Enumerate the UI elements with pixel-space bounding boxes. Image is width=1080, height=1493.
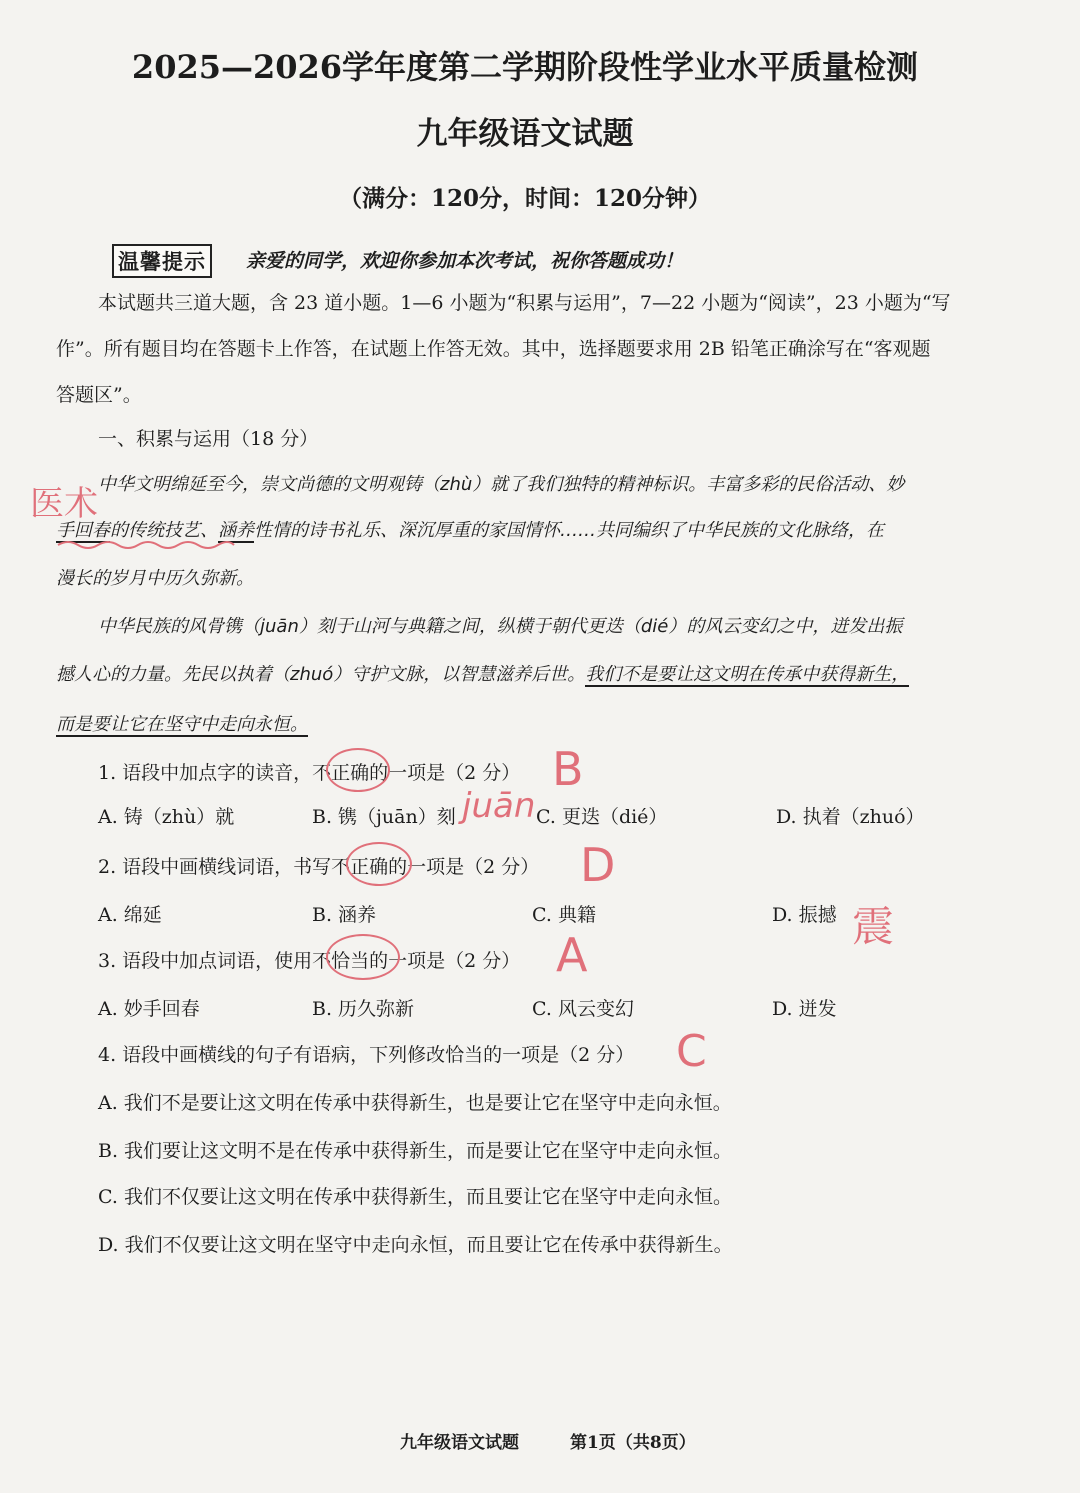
text-segment: 的传统技艺、 (110, 520, 218, 541)
handwritten-note-zhen: 震 (852, 902, 895, 951)
answer-mark-q3: A (556, 928, 588, 982)
question-2-stem: 2. 语段中画横线词语，书写不正确的一项是（2 分） (98, 856, 540, 878)
tip-label: 温馨提示 (112, 244, 212, 278)
q3-option-b: B. 历久弥新 (312, 998, 415, 1020)
exam-title: 2025—2026学年度第二学期阶段性学业水平质量检测 (131, 48, 919, 86)
q3-option-d: D. 迸发 (772, 998, 837, 1020)
q2-option-d: D. 振撼 (772, 904, 837, 926)
q3-option-c: C. 风云变幻 (532, 998, 634, 1020)
wavy-underline (56, 538, 236, 552)
q3-option-a: A. 妙手回春 (98, 998, 200, 1020)
tip-greeting: 亲爱的同学，欢迎你参加本次考试，祝你答题成功！ (246, 250, 684, 272)
passage-p2-line1: 中华民族的风骨镌（juān）刻于山河与典籍之间，纵横于朝代更迭（dié）的风云变幻之中，迸发出振 (98, 616, 903, 637)
section-heading: 一、积累与运用（18 分） (98, 428, 319, 450)
underlined-sentence-end: 而是要让它在坚守中走向永恒。 (56, 714, 308, 735)
answer-mark-q2: D (580, 838, 616, 892)
handwritten-note-yishu: 医术 (30, 484, 98, 524)
q2-option-b: B. 涵养 (312, 904, 377, 926)
text-segment: 性情的诗书礼乐、深沉厚重的家国情怀……共同编织了中华民族的文化脉络，在 (254, 520, 884, 541)
q1-option-b: B. 镌（juān）刻 (312, 806, 456, 828)
intro-line-3: 答题区”。 (56, 384, 142, 406)
intro-line-2: 作”。所有题目均在答题卡上作答，在试题上作答无效。其中，选择题要求用 2B 铅笔正确涂写在“客观题 (56, 338, 931, 360)
text-segment: 撼人心的力量。先民以执着（zhuó）守护文脉，以智慧滋养后世。 (56, 664, 586, 685)
question-4-stem: 4. 语段中画横线的句子有语病，下列修改恰当的一项是（2 分） (98, 1044, 635, 1066)
footer-exam-name: 九年级语文试题 (400, 1433, 519, 1453)
question-3-stem: 3. 语段中加点词语，使用不恰当的一项是（2 分） (98, 950, 521, 972)
underlined-sentence: 我们不是要让这文明在传承中获得新生， (585, 664, 910, 685)
q4-option-b: B. 我们要让这文明不是在传承中获得新生，而是要让它在坚守中走向永恒。 (98, 1140, 733, 1162)
answer-mark-q1: B (552, 742, 584, 796)
q2-option-a: A. 绵延 (98, 904, 162, 926)
intro-line-1: 本试题共三道大题，含 23 道小题。1—6 小题为“积累与运用”，7—22 小题为“阅读”，23 小题为“写 (98, 292, 951, 314)
q2-option-c: C. 典籍 (532, 904, 596, 926)
score-time: （满分：120分，时间：120分钟） (338, 185, 712, 212)
answer-mark-q4: C (676, 1026, 707, 1077)
q4-option-a: A. 我们不是要让这文明在传承中获得新生，也是要让它在坚守中走向永恒。 (98, 1092, 732, 1114)
passage-p1-line1: 中华文明绵延至今，崇文尚德的文明观铸（zhù）就了我们独特的精神标识。丰富多彩的民俗活动、妙 (98, 474, 905, 495)
ink-circle-q1 (326, 748, 390, 792)
underlined-miaoshouhuichun: 手回春 (56, 520, 110, 541)
footer-page-number: 第1页（共8页） (570, 1433, 696, 1453)
q1-option-c: C. 更迭（dié） (536, 806, 668, 828)
exam-subtitle: 九年级语文试题 (416, 116, 634, 152)
passage-p1-line3: 漫长的岁月中历久弥新。 (56, 568, 254, 589)
ink-circle-q2 (346, 842, 412, 886)
q1-option-a: A. 铸（zhù）就 (98, 806, 235, 828)
handwritten-note-juan: juān (462, 786, 536, 826)
passage-p2-line2 (56, 660, 909, 686)
q4-option-d: D. 我们不仅要让这文明在坚守中走向永恒，而且要让它在传承中获得新生。 (98, 1234, 733, 1256)
ink-circle-q3 (326, 934, 400, 980)
q1-option-d: D. 执着（zhuó） (776, 806, 925, 828)
passage-p2-line3 (56, 710, 308, 736)
question-1-stem: 1. 语段中加点字的读音，不正确的一项是（2 分） (98, 762, 521, 784)
q4-option-c: C. 我们不仅要让这文明在传承中获得新生，而且要让它在坚守中走向永恒。 (98, 1186, 732, 1208)
underlined-hanyang: 涵养 (218, 520, 254, 541)
